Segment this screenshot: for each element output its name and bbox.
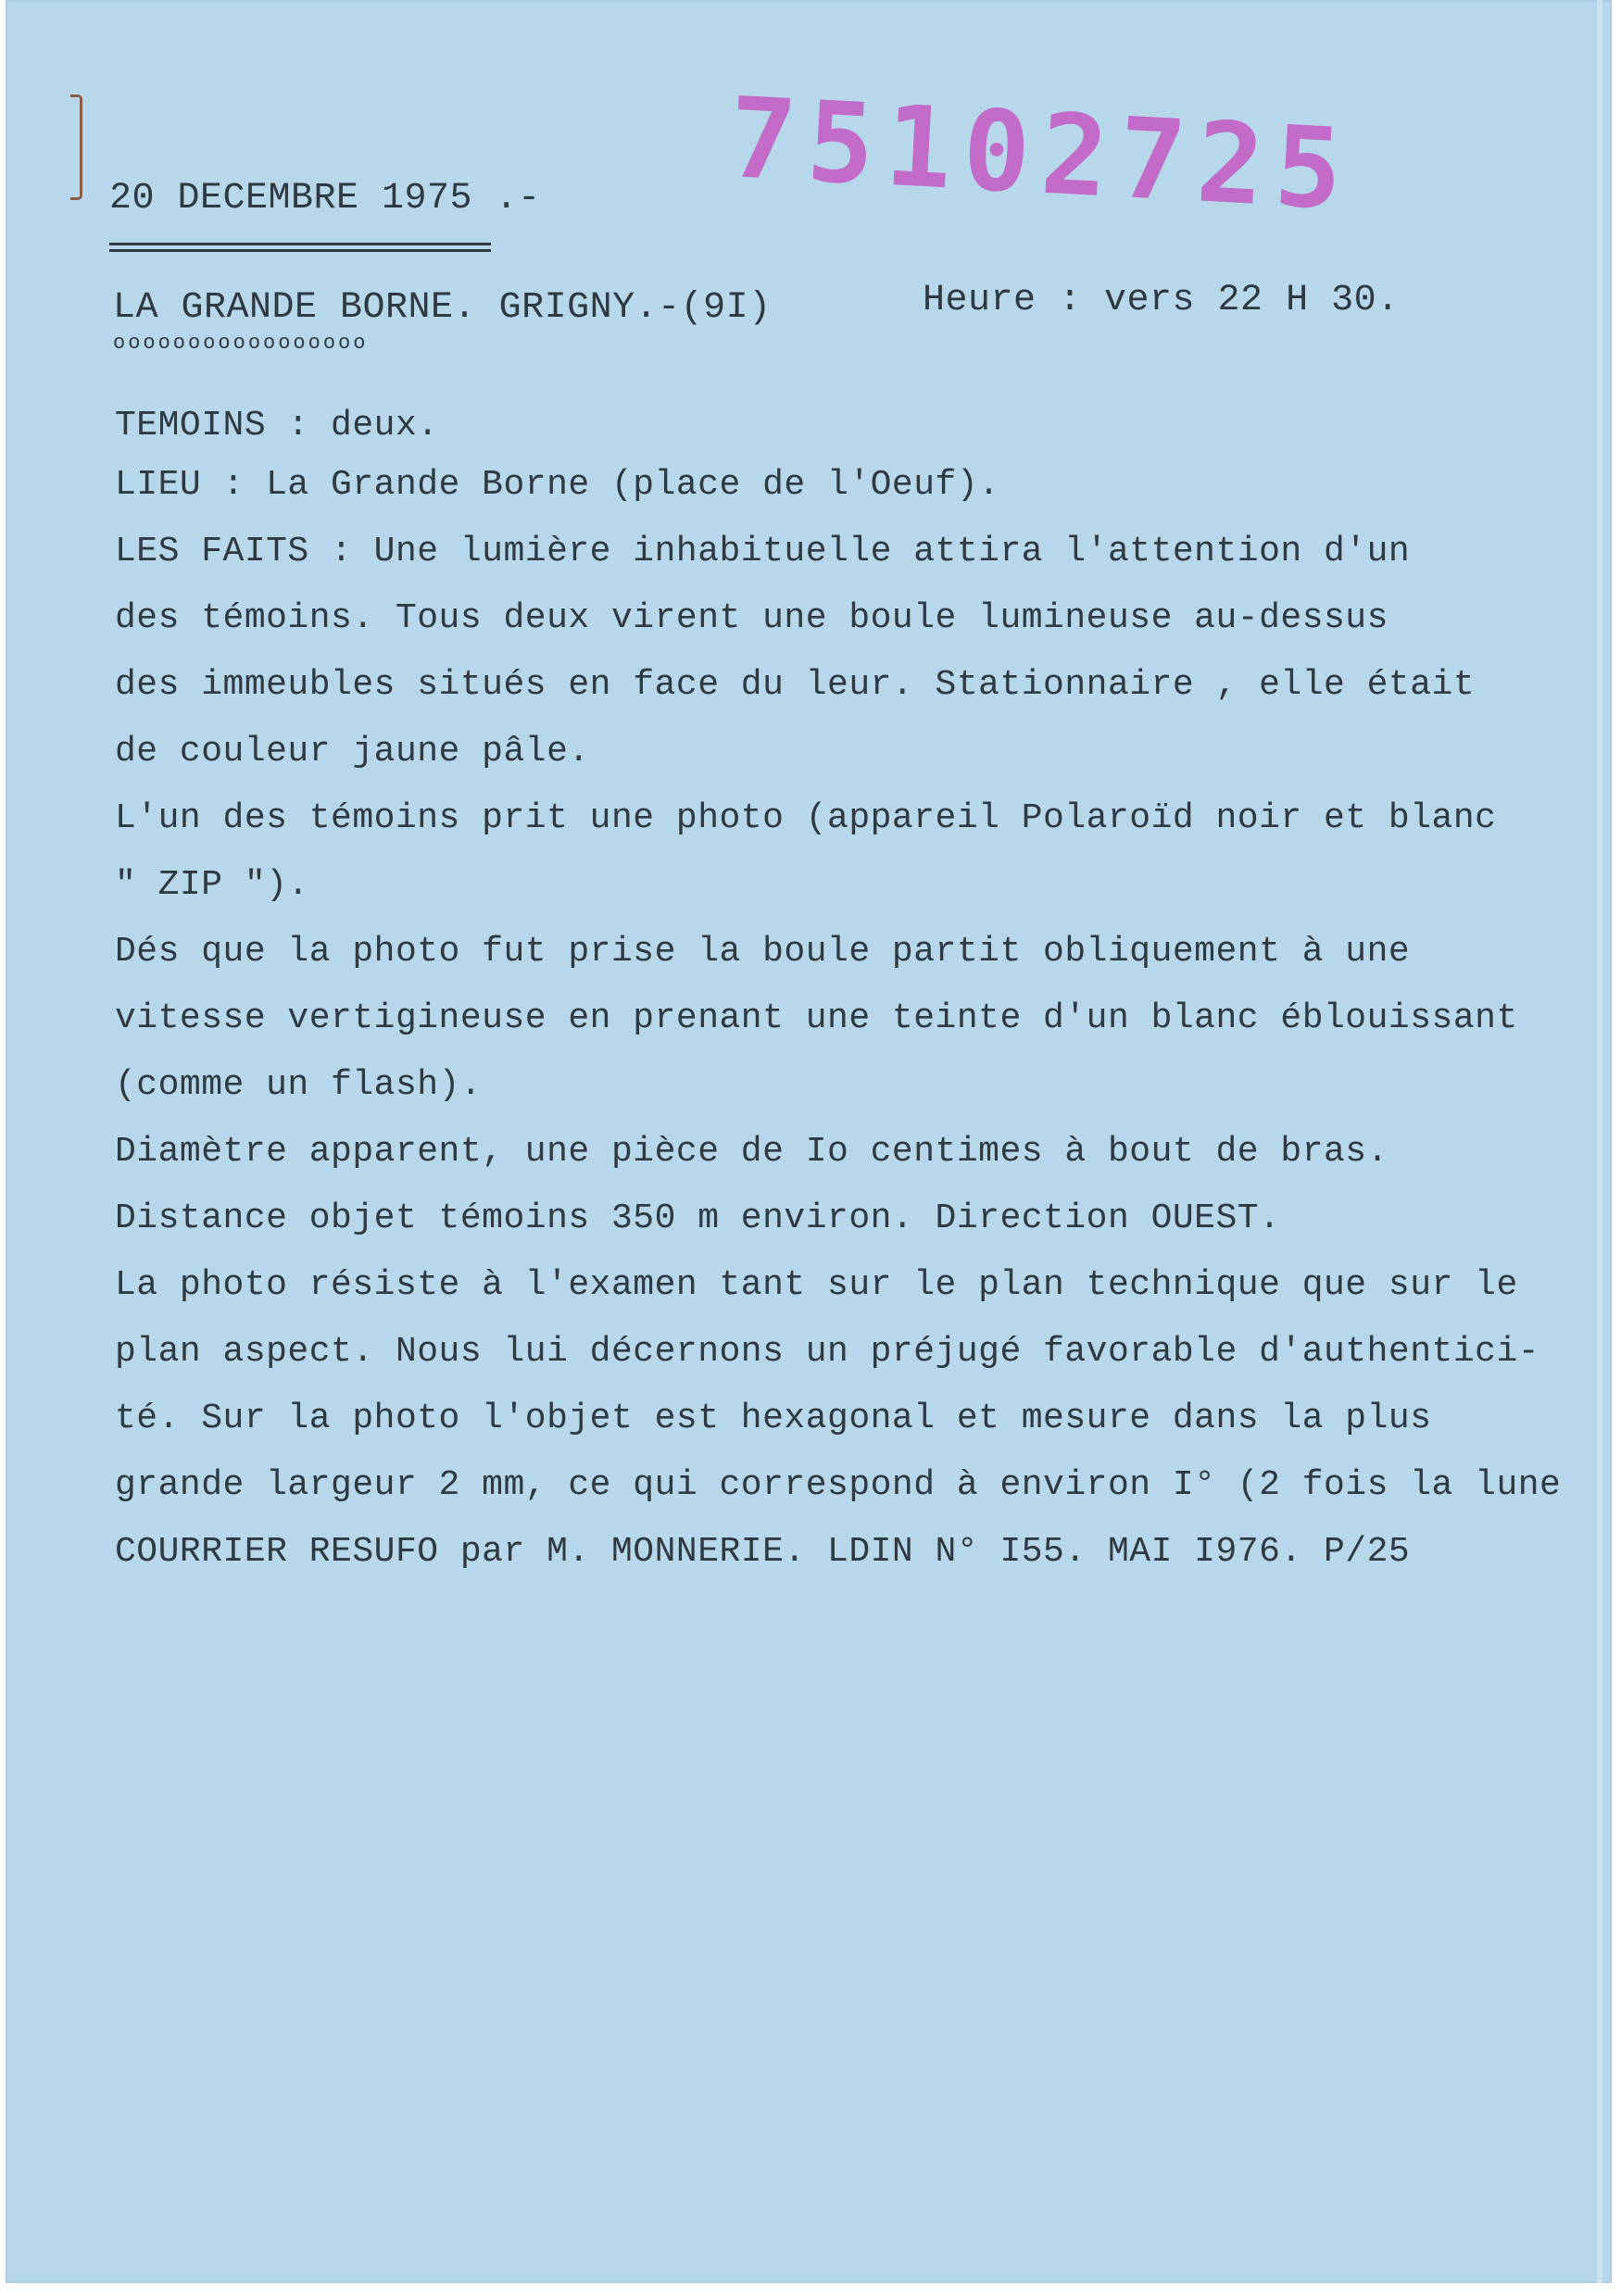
location-underline: ooooooooooooooooo: [113, 332, 369, 355]
document-page: [6, 0, 1612, 2283]
report-date: 20 DECEMBRE 1975 .-: [109, 178, 541, 220]
witnesses-line: TEMOINS : deux.: [115, 406, 439, 445]
body-text-line: Dés que la photo fut prise la boule partit obliquement à une: [115, 932, 1411, 972]
report-location: LA GRANDE BORNE. GRIGNY.-(9I): [113, 287, 772, 329]
body-text-line: plan aspect. Nous lui décernons un préjugé favorable d'authentici-: [115, 1332, 1540, 1372]
source-reference-line: COURRIER RESUFO par M. MONNERIE. LDIN N° I55. MAI I976. P/25: [115, 1532, 1411, 1572]
body-text-line: " ZIP ").: [115, 865, 309, 905]
body-text-line: Distance objet témoins 350 m environ. Direction OUEST.: [115, 1198, 1281, 1238]
body-text-line: des témoins. Tous deux virent une boule lumineuse au-dessus: [115, 598, 1389, 638]
staple-mark: [70, 94, 82, 200]
body-text-line: (comme un flash).: [115, 1065, 483, 1105]
place-line: LIEU : La Grande Borne (place de l'Oeuf).: [115, 465, 1000, 505]
body-text-line: L'un des témoins prit une photo (appareil Polaroïd noir et blanc: [115, 798, 1497, 838]
body-text-line: des immeubles situés en face du leur. Stationnaire , elle était: [115, 665, 1476, 705]
body-text-line: grande largeur 2 mm, ce qui correspond à environ I° (2 fois la lune: [115, 1465, 1562, 1505]
date-underline: [109, 243, 491, 252]
facts-line: LES FAITS : Une lumière inhabituelle attira l'attention d'un: [115, 532, 1411, 571]
body-text-line: de couleur jaune pâle.: [115, 732, 590, 772]
body-text-line: La photo résiste à l'examen tant sur le plan technique que sur le: [115, 1265, 1518, 1305]
report-time: Heure : vers 22 H 30.: [923, 280, 1400, 321]
archive-stamp-number: 75102725: [725, 74, 1357, 236]
body-text-line: Diamètre apparent, une pièce de Io centimes à bout de bras.: [115, 1132, 1389, 1172]
body-text-line: vitesse vertigineuse en prenant une teinte d'un blanc éblouissant: [115, 998, 1518, 1038]
body-text-line: té. Sur la photo l'objet est hexagonal et mesure dans la plus: [115, 1399, 1432, 1438]
